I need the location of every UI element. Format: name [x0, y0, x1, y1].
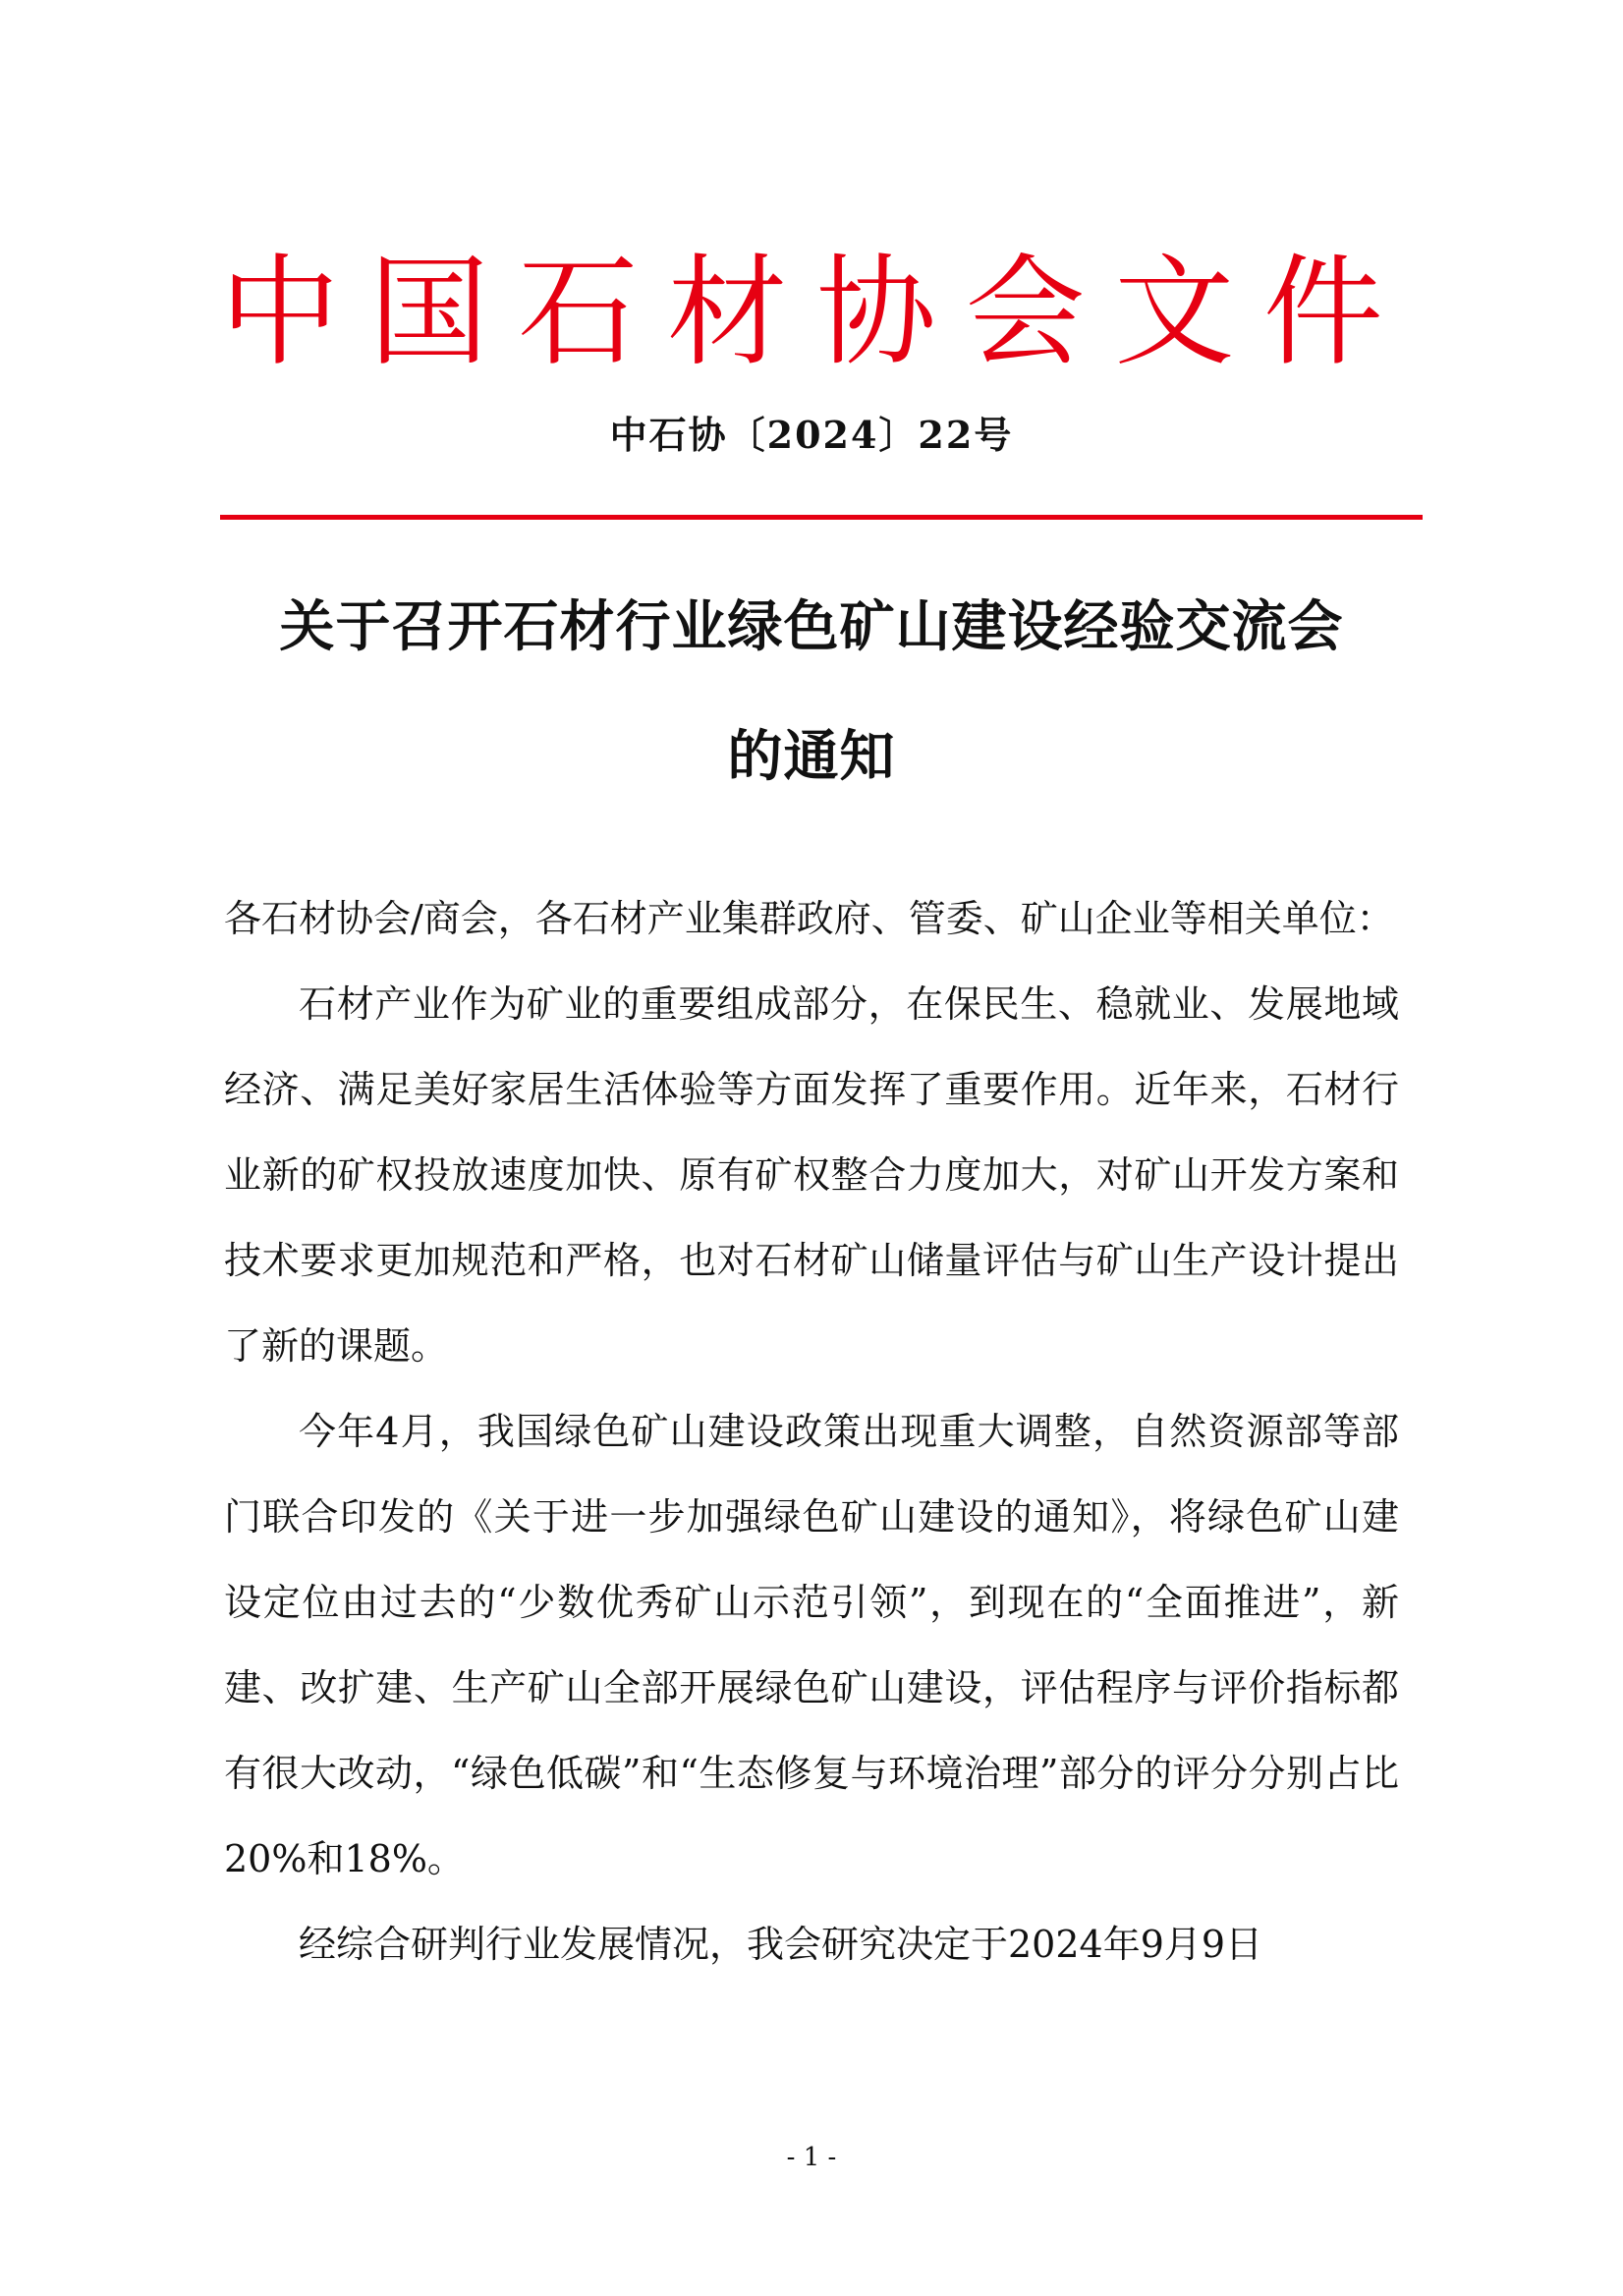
red-divider-line	[220, 515, 1423, 520]
body-paragraph-1: 石材产业作为矿业的重要组成部分，在保民生、稳就业、发展地域经济、满足美好家居生活体验等方面发挥了重要作用。近年来，石材行业新的矿权投放速度加快、原有矿权整合力度加大，对矿山开发方案和技术要求更加规范和严格，也对石材矿山储量评估与矿山生产设计提出了新的课题。	[224, 982, 1399, 1368]
header-char: 件	[1262, 243, 1383, 382]
header-char: 中	[220, 243, 340, 382]
header-char: 文	[1114, 243, 1235, 382]
header-char: 石	[518, 243, 639, 382]
salutation: 各石材协会/商会，各石材产业集群政府、管委、矿山企业等相关单位：	[224, 897, 1394, 940]
page-number: - 1 -	[786, 2143, 837, 2172]
issuer-header	[220, 244, 1383, 381]
body-paragraph-3: 经综合研判行业发展情况，我会研究决定于2024年9月9日	[299, 1923, 1263, 1966]
notice-title-line-2: 的通知	[727, 725, 896, 789]
header-char: 协	[815, 243, 936, 382]
header-char: 会	[965, 243, 1086, 382]
body-paragraph-2: 今年4月，我国绿色矿山建设政策出现重大调整，自然资源部等部门联合印发的《关于进一步加强绿色矿山建设的通知》，将绿色矿山建设定位由过去的“少数优秀矿山示范引领”，到现在的“全面推进”，新建、改扩建、生产矿山全部开展绿色矿山建设，评估程序与评价指标都有很大改动，“绿色低碳”和“生态修复与环境治理”部分的评分分别占比20%和18%。	[224, 1410, 1399, 1880]
notice-body	[224, 876, 1399, 1988]
document-number: 中石协〔2024〕22号	[609, 413, 1014, 457]
notice-title-line-1: 关于召开石材行业绿色矿山建设经验交流会	[279, 595, 1344, 659]
header-char: 材	[667, 243, 788, 382]
header-char: 国	[368, 243, 489, 382]
